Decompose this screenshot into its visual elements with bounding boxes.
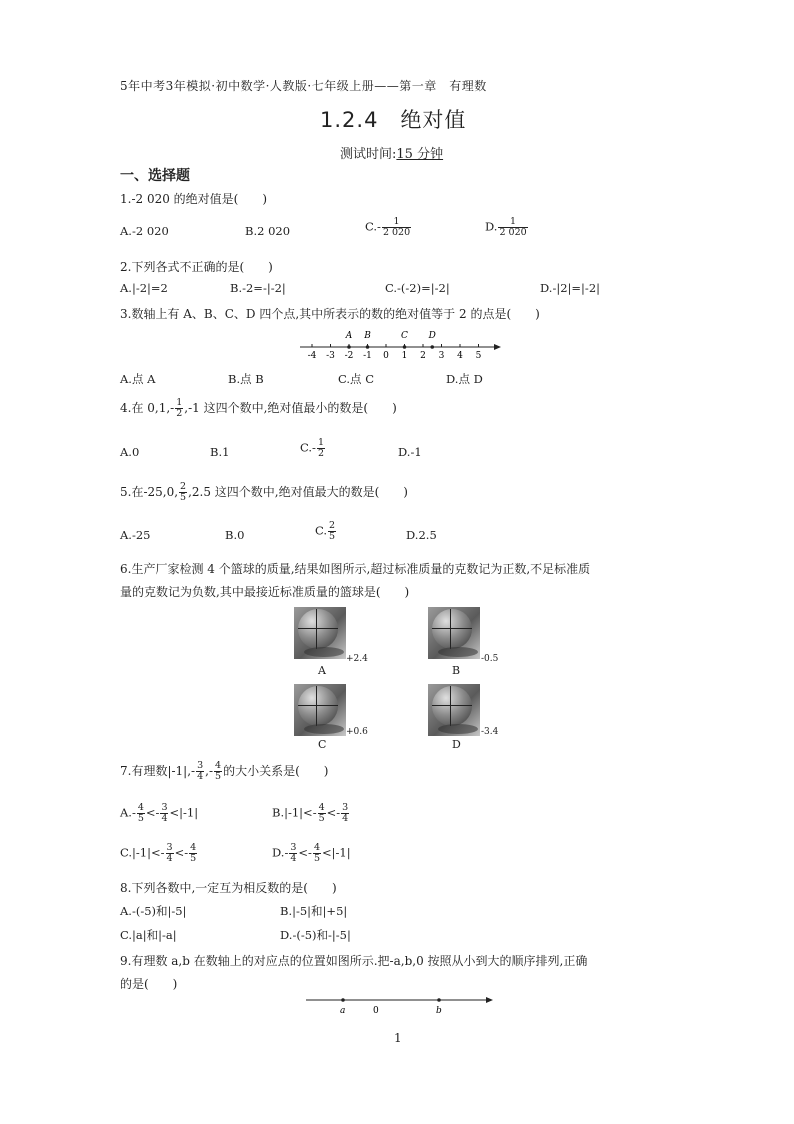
q3-point-a bbox=[347, 345, 351, 349]
q7-a-suffix: <|-1| bbox=[169, 805, 199, 820]
basketball-value-c: +0.6 bbox=[346, 727, 368, 737]
q7-option-a bbox=[120, 803, 198, 824]
q4-option-d: D.-1 bbox=[398, 445, 422, 459]
q5-text-2: ,2.5 这四个数中,绝对值最大的数是( ) bbox=[188, 485, 408, 499]
q3-points bbox=[345, 331, 436, 349]
q3-tick-label: -4 bbox=[307, 351, 317, 361]
q7-b-fraction-1 bbox=[318, 803, 326, 824]
q4-fraction bbox=[175, 398, 183, 419]
q4-c-num: 1 bbox=[317, 437, 324, 448]
q4-num: 1 bbox=[176, 397, 183, 408]
section-heading: 一、选择题 bbox=[120, 168, 190, 184]
q2-option-b: B.-2=-|-2| bbox=[230, 281, 286, 295]
basketball-label-a: A bbox=[318, 664, 326, 677]
q7-a-prefix: A.- bbox=[120, 805, 136, 820]
basketball-image-b bbox=[428, 607, 480, 659]
q3-option-a: A.点 A bbox=[120, 372, 156, 386]
q7-d-num-1: 3 bbox=[290, 842, 297, 853]
q4-text-1: 4.在 0,1,- bbox=[120, 401, 175, 415]
q4-c-prefix: C.- bbox=[300, 440, 316, 455]
q5-num: 2 bbox=[180, 481, 187, 492]
q7-a-mid: <- bbox=[145, 805, 160, 820]
q4-c-fraction bbox=[317, 438, 325, 459]
basketball-value-d: -3.4 bbox=[481, 727, 499, 737]
q1-option-c bbox=[365, 217, 412, 238]
q3-tick-label: 3 bbox=[438, 351, 445, 361]
q8-option-a: A.-(-5)和|-5| bbox=[120, 904, 187, 918]
basketball-image-d bbox=[428, 684, 480, 736]
q4-text-2: ,-1 这四个数中,绝对值最小的数是( ) bbox=[184, 401, 397, 415]
q7-b-den-1: 5 bbox=[318, 813, 325, 824]
q3-tick-label: 5 bbox=[475, 351, 482, 361]
question-6-line-2: 量的克数记为负数,其中最接近标准质量的篮球是( ) bbox=[120, 585, 410, 599]
q3-point-b bbox=[366, 345, 370, 349]
q7-text-1: 7.有理数|-1|,- bbox=[120, 764, 196, 778]
q5-option-c bbox=[315, 521, 337, 542]
q9-label-b: b bbox=[436, 1006, 442, 1016]
q7-c-den-2: 5 bbox=[190, 853, 197, 864]
q7-c-fraction-2 bbox=[189, 843, 197, 864]
q9-label-0: 0 bbox=[373, 1006, 379, 1016]
q7-a-den-1: 5 bbox=[137, 813, 144, 824]
q7-num-2: 4 bbox=[215, 760, 222, 771]
question-9-line-1: 9.有理数 a,b 在数轴上的对应点的位置如图所示.把-a,b,0 按照从小到大的顺序排列,正确 bbox=[120, 954, 588, 968]
q3-option-d: D.点 D bbox=[446, 372, 483, 386]
q1-d-prefix: D. bbox=[485, 219, 498, 234]
q3-point-label-b: B bbox=[364, 331, 371, 341]
q9-point-b bbox=[437, 998, 441, 1002]
q5-option-b: B.0 bbox=[225, 528, 245, 542]
q7-d-den-2: 5 bbox=[313, 853, 320, 864]
q1-d-fraction bbox=[498, 217, 527, 238]
q7-a-num-2: 3 bbox=[161, 802, 168, 813]
q7-c-den-1: 4 bbox=[166, 853, 173, 864]
question-8: 8.下列各数中,一定互为相反数的是( ) bbox=[120, 881, 337, 895]
q7-fraction-1 bbox=[196, 761, 204, 782]
basketball-label-d: D bbox=[452, 738, 461, 751]
q3-tick-label: -3 bbox=[326, 351, 335, 361]
q7-d-fraction-1 bbox=[289, 843, 297, 864]
basketball-label-c: C bbox=[318, 738, 327, 751]
q3-tick-label: 4 bbox=[457, 351, 463, 361]
q7-d-fraction-2 bbox=[313, 843, 321, 864]
q7-den-1: 4 bbox=[197, 771, 204, 782]
test-time-label: 测试时间: bbox=[340, 147, 397, 162]
question-5 bbox=[120, 482, 408, 503]
basketball-image-a bbox=[294, 607, 346, 659]
q7-b-prefix: B.|-1|<- bbox=[272, 805, 317, 820]
q3-tick-label: -2 bbox=[344, 351, 354, 361]
q3-tick-label: 1 bbox=[401, 351, 408, 361]
q3-tick-label: 2 bbox=[420, 351, 426, 361]
q4-option-c bbox=[300, 438, 326, 459]
q8-option-b: B.|-5|和|+5| bbox=[280, 904, 348, 918]
q7-d-mid: <- bbox=[298, 845, 312, 860]
q1-c-fraction bbox=[382, 217, 411, 238]
q3-point-d bbox=[430, 345, 434, 349]
q9-point-a bbox=[341, 998, 345, 1002]
q7-a-num-1: 4 bbox=[137, 802, 144, 813]
q1-d-den: 2 020 bbox=[499, 227, 527, 238]
q7-b-fraction-2 bbox=[341, 803, 349, 824]
basketball-value-b: -0.5 bbox=[481, 654, 499, 664]
q9-number-line bbox=[300, 992, 500, 1018]
q7-a-fraction-2 bbox=[160, 803, 168, 824]
q7-option-b bbox=[272, 803, 350, 824]
q7-b-den-2: 4 bbox=[342, 813, 349, 824]
basketball-label-b: B bbox=[452, 664, 461, 677]
q2-option-c: C.-(-2)=|-2| bbox=[385, 281, 450, 295]
q3-tick-label: -1 bbox=[363, 351, 372, 361]
q4-den: 2 bbox=[176, 408, 183, 419]
test-time bbox=[340, 143, 443, 162]
q7-c-mid: <- bbox=[174, 845, 189, 860]
q3-point-label-c: C bbox=[401, 331, 408, 341]
q7-text-3: 的大小关系是( ) bbox=[223, 764, 329, 778]
q7-d-prefix: D.- bbox=[272, 845, 289, 860]
q1-option-a: A.-2 020 bbox=[120, 224, 169, 238]
q7-b-num-2: 3 bbox=[342, 802, 349, 813]
q7-num-1: 3 bbox=[197, 760, 204, 771]
q5-option-d: D.2.5 bbox=[406, 528, 437, 542]
q1-c-prefix: C.- bbox=[365, 219, 381, 234]
q5-option-a: A.-25 bbox=[120, 528, 151, 542]
q7-den-2: 5 bbox=[215, 771, 222, 782]
page-header: 5年中考3年模拟·初中数学·人教版·七年级上册——第一章 有理数 bbox=[120, 79, 487, 93]
q5-text-1: 5.在-25,0, bbox=[120, 485, 179, 499]
test-time-value: 15 分钟 bbox=[396, 147, 444, 162]
page-number: 1 bbox=[394, 1031, 402, 1045]
q7-c-fraction-1 bbox=[166, 843, 174, 864]
q9-label-a: a bbox=[340, 1006, 346, 1016]
q1-c-num: 1 bbox=[382, 217, 411, 228]
q7-option-c bbox=[120, 843, 198, 864]
basketball-image-c bbox=[294, 684, 346, 736]
page-title: 1.2.4 绝对值 bbox=[320, 108, 467, 132]
q3-number-line bbox=[296, 328, 506, 362]
q7-d-den-1: 4 bbox=[290, 853, 297, 864]
q7-a-fraction-1 bbox=[137, 803, 145, 824]
q5-c-num: 2 bbox=[329, 520, 336, 531]
q5-den: 5 bbox=[180, 492, 187, 503]
q7-b-mid: <- bbox=[326, 805, 341, 820]
q1-d-num: 1 bbox=[498, 217, 527, 228]
q3-option-c: C.点 C bbox=[338, 372, 374, 386]
question-4 bbox=[120, 398, 397, 419]
question-3: 3.数轴上有 A、B、C、D 四个点,其中所表示的数的绝对值等于 2 的点是( ) bbox=[120, 307, 540, 321]
q4-c-den: 2 bbox=[317, 448, 324, 459]
q2-option-a: A.|-2|=2 bbox=[120, 281, 168, 295]
q1-option-d bbox=[485, 217, 529, 238]
question-2: 2.下列各式不正确的是( ) bbox=[120, 260, 273, 274]
basketball-value-a: +2.4 bbox=[346, 654, 368, 664]
q7-d-suffix: <|-1| bbox=[321, 845, 351, 860]
q7-a-den-2: 4 bbox=[161, 813, 168, 824]
q7-fraction-2 bbox=[214, 761, 222, 782]
q1-option-b: B.2 020 bbox=[245, 224, 291, 238]
q5-c-prefix: C. bbox=[315, 523, 328, 538]
question-6-line-1: 6.生产厂家检测 4 个篮球的质量,结果如图所示,超过标准质量的克数记为正数,不足标准质 bbox=[120, 562, 591, 576]
question-1: 1.-2 020 的绝对值是( ) bbox=[120, 192, 268, 206]
q4-option-b: B.1 bbox=[210, 445, 230, 459]
question-7 bbox=[120, 761, 328, 782]
q7-text-2: ,- bbox=[205, 764, 214, 778]
q5-fraction bbox=[179, 482, 187, 503]
q2-option-d: D.-|2|=|-2| bbox=[540, 281, 601, 295]
q7-c-num-2: 4 bbox=[190, 842, 197, 853]
q3-point-c bbox=[403, 345, 407, 349]
q7-c-prefix: C.|-1|<- bbox=[120, 845, 165, 860]
q7-b-num-1: 4 bbox=[318, 802, 325, 813]
q7-d-num-2: 4 bbox=[313, 842, 320, 853]
q8-option-d: D.-(-5)和-|-5| bbox=[280, 928, 351, 942]
q7-c-num-1: 3 bbox=[166, 842, 173, 853]
q4-option-a: A.0 bbox=[120, 445, 140, 459]
q1-c-den: 2 020 bbox=[382, 227, 411, 238]
q5-c-fraction bbox=[328, 521, 336, 542]
q3-point-label-d: D bbox=[428, 331, 436, 341]
q5-c-den: 5 bbox=[329, 531, 336, 542]
question-9-line-2: 的是( ) bbox=[120, 977, 178, 991]
q3-point-label-a: A bbox=[345, 331, 353, 341]
q3-option-b: B.点 B bbox=[228, 372, 264, 386]
q3-tick-label: 0 bbox=[383, 351, 389, 361]
q7-option-d bbox=[272, 843, 351, 864]
q8-option-c: C.|a|和|-a| bbox=[120, 928, 177, 942]
